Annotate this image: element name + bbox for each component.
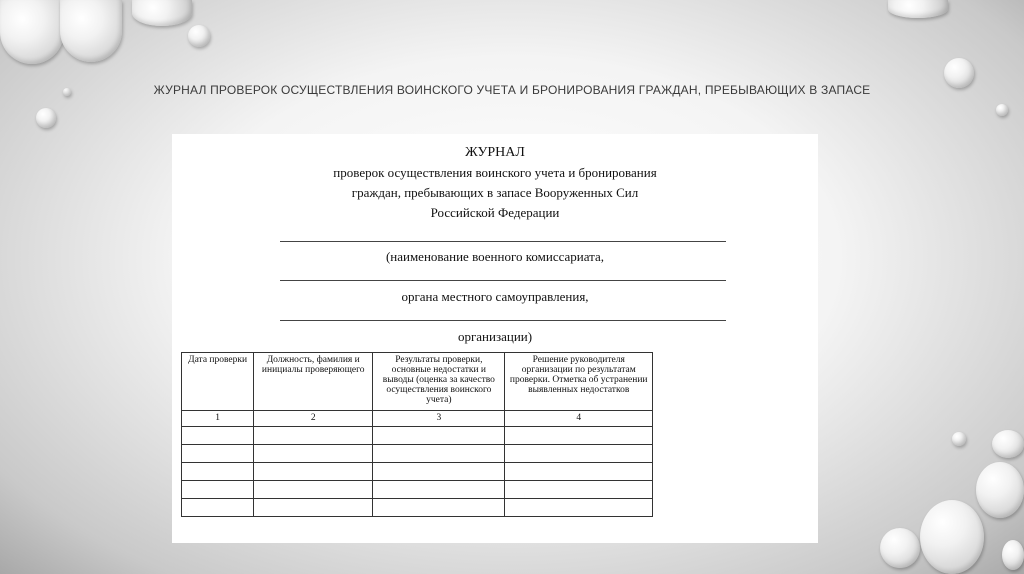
table-cell — [182, 427, 254, 445]
table-cell — [182, 445, 254, 463]
table-row — [182, 463, 653, 481]
table-cell — [505, 481, 653, 499]
water-drop-decoration — [0, 0, 64, 64]
column-number: 1 — [182, 411, 254, 427]
table-cell — [373, 499, 505, 517]
fill-in-line — [280, 320, 726, 321]
water-drop-decoration — [1002, 540, 1024, 570]
column-number: 4 — [505, 411, 653, 427]
table-cell — [254, 499, 373, 517]
water-drop-decoration — [36, 108, 56, 128]
column-header: Результаты проверки, основные недостатки и выводы (оценка за качество осуществления воинского учета) — [373, 353, 505, 411]
water-drop-decoration — [992, 430, 1024, 458]
slide-title: ЖУРНАЛ ПРОВЕРОК ОСУЩЕСТВЛЕНИЯ ВОИНСКОГО УЧЕТА И БРОНИРОВАНИЯ ГРАЖДАН, ПРЕБЫВАЮЩИХ В ЗАПАСЕ — [153, 83, 871, 97]
column-number: 2 — [254, 411, 373, 427]
table-cell — [373, 463, 505, 481]
table-cell — [254, 481, 373, 499]
table-cell — [254, 427, 373, 445]
table-cell — [182, 499, 254, 517]
table-cell — [505, 463, 653, 481]
table-row — [182, 445, 653, 463]
column-number-row — [182, 411, 653, 427]
water-drop-decoration — [188, 25, 210, 47]
table-row — [182, 481, 653, 499]
water-drop-decoration — [132, 0, 192, 26]
table-header-row — [182, 353, 653, 411]
fill-in-line — [280, 280, 726, 281]
table-row — [182, 499, 653, 517]
water-drop-decoration — [996, 104, 1008, 116]
table-cell — [505, 427, 653, 445]
table-cell — [373, 481, 505, 499]
water-drop-decoration — [880, 528, 920, 568]
table-cell — [254, 445, 373, 463]
journal-document — [172, 134, 818, 543]
table-row — [182, 427, 653, 445]
column-header: Должность, фамилия и инициалы проверяющего — [254, 353, 373, 411]
document-caption: организации) — [457, 329, 533, 344]
journal-table — [181, 352, 653, 517]
table-cell — [254, 463, 373, 481]
water-drop-decoration — [920, 500, 984, 574]
table-cell — [182, 463, 254, 481]
document-heading: ЖУРНАЛ — [465, 145, 525, 160]
table-cell — [373, 445, 505, 463]
table-cell — [373, 427, 505, 445]
document-subtitle: граждан, пребывающих в запасе Вооруженных Сил — [351, 185, 639, 200]
fill-in-line — [280, 241, 726, 242]
column-header: Решение руководителя организации по результатам проверки. Отметка об устранении выявленных недостатков — [505, 353, 653, 411]
water-drop-decoration — [888, 0, 948, 18]
document-caption: органа местного самоуправления, — [401, 289, 589, 304]
water-drop-decoration — [952, 432, 966, 446]
table-cell — [182, 481, 254, 499]
document-subtitle: проверок осуществления воинского учета и бронирования — [333, 165, 657, 180]
document-subtitle: Российской Федерации — [430, 205, 560, 220]
table-cell — [505, 499, 653, 517]
column-header: Дата проверки — [182, 353, 254, 411]
water-drop-decoration — [976, 462, 1024, 518]
table-cell — [505, 445, 653, 463]
document-caption: (наименование военного комиссариата, — [385, 249, 605, 264]
water-drop-decoration — [60, 0, 122, 62]
column-number: 3 — [373, 411, 505, 427]
